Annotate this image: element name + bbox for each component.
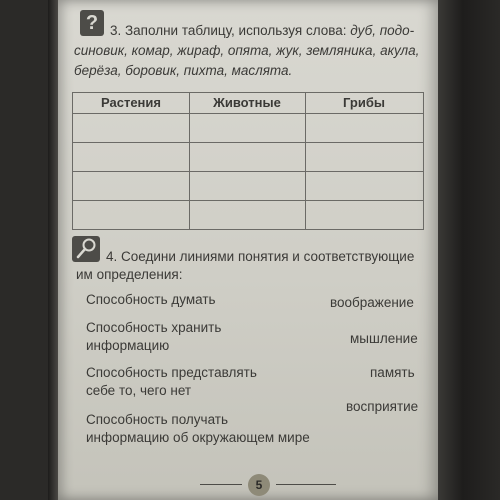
page-number: 5 [248, 474, 270, 496]
concept-storing: Способность хранить информацию [86, 320, 222, 353]
task4-line2: им определения: [76, 267, 183, 282]
table-row-divider [73, 113, 423, 114]
concept-imagining: Способность представлять себе то, чего нет [86, 365, 257, 398]
table-row-divider [73, 200, 423, 201]
book-spine-shadow [48, 0, 58, 500]
definition-perception: восприятие [346, 399, 419, 414]
definition-memory: память [370, 365, 415, 380]
header-plants: Растения [101, 95, 161, 110]
footer-rule-left [200, 484, 242, 485]
footer-rule-right [276, 484, 336, 485]
table-row-divider [73, 171, 423, 172]
book-edge-right [438, 0, 500, 500]
header-fungi: Грибы [343, 95, 385, 110]
task3-line1: 3. Заполни таблицу, используя слова: дуб, подо- [110, 23, 415, 38]
task4-line1: 4. Соедини линиями понятия и соответствующие [106, 249, 415, 264]
table-row-divider [73, 142, 423, 143]
definition-imagination: воображение [330, 295, 414, 310]
question-mark-icon: ? [80, 10, 104, 36]
definition-thinking: мышление [350, 331, 418, 346]
task3-line2: синовик, комар, жираф, опята, жук, земляника, акула, [74, 43, 420, 58]
concept-perceiving: Способность получать информацию об окружающем мире [86, 412, 310, 445]
magnifier-icon [72, 236, 100, 262]
header-animals: Животные [213, 95, 281, 110]
task3-line3: берёза, боровик, пихта, маслята. [74, 63, 293, 78]
classification-table [72, 92, 424, 230]
concept-thinking: Способность думать [86, 292, 216, 307]
